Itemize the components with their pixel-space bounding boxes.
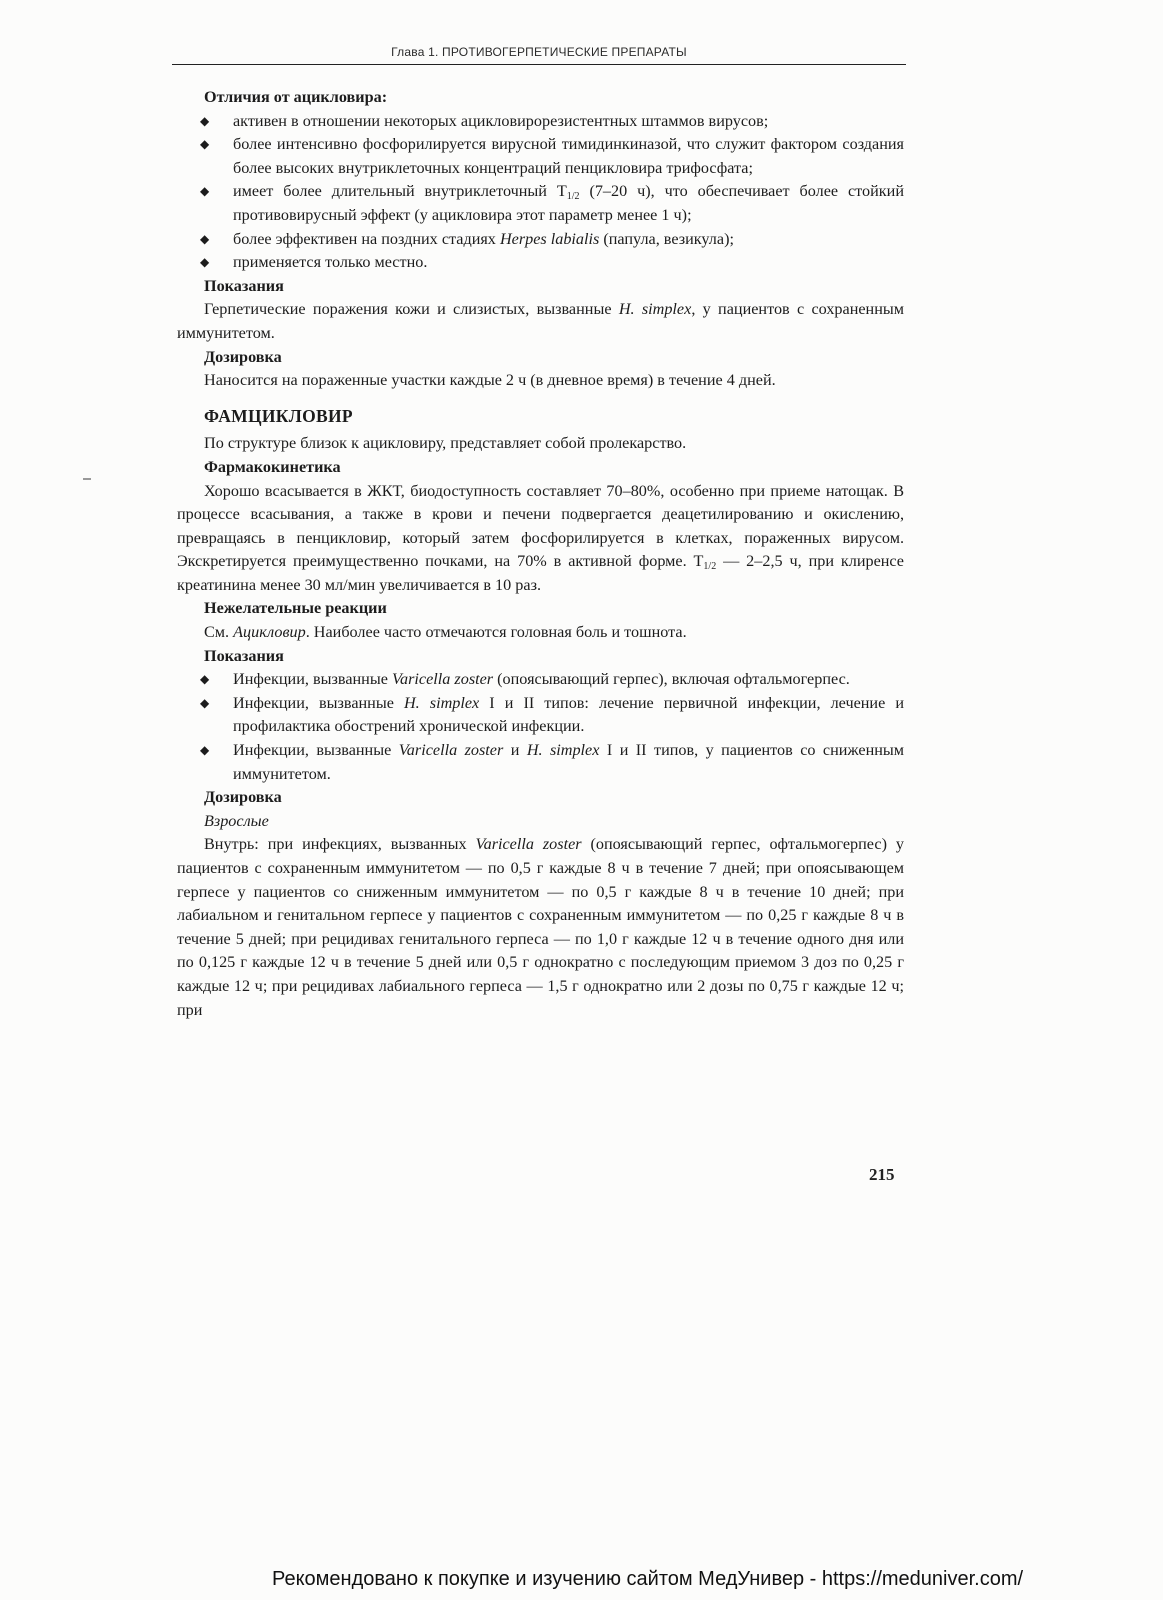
- diamond-bullet-icon: ◆: [200, 743, 210, 758]
- header-rule: [172, 64, 906, 65]
- dosage-paragraph: Наносится на пораженные участки каждые 2 ч (в дневное время) в течение 4 дней.: [204, 371, 776, 390]
- list-item: ◆ Инфекции, вызванные Varicella zoster и H. simplex I и II типов, у пациентов со сниженным иммунитетом.: [200, 741, 905, 783]
- indications-list: [177, 668, 904, 786]
- drug-title: ФАМЦИКЛОВИР: [204, 405, 353, 426]
- indications-heading: Показания: [204, 646, 284, 665]
- dosage-heading: Дозировка: [204, 788, 282, 807]
- list-item: ◆ более интенсивно фосфорилируется вирусной тимидинкиназой, что служит фактором создания более высоких внутриклеточных концентраций пенцикловира трифосфата;: [200, 135, 904, 177]
- diamond-bullet-icon: ◆: [200, 113, 210, 128]
- running-head: Глава 1. ПРОТИВОГЕРПЕТИЧЕСКИЕ ПРЕПАРАТЫ: [391, 45, 687, 59]
- dosage-heading: Дозировка: [204, 347, 282, 366]
- adverse-reactions-heading: Нежелательные реакции: [204, 599, 387, 618]
- diamond-bullet-icon: ◆: [200, 137, 210, 152]
- list-item: ◆ применяется только местно.: [177, 251, 904, 275]
- differences-list: [177, 110, 904, 275]
- diamond-bullet-icon: ◆: [200, 695, 210, 710]
- pharmacokinetics-heading: Фармакокинетика: [204, 457, 341, 476]
- diamond-bullet-icon: ◆: [200, 231, 210, 246]
- margin-mark: [83, 478, 91, 480]
- diamond-bullet-icon: ◆: [200, 672, 210, 687]
- list-item: ◆ Инфекции, вызванные H. simplex I и II типов: лечение первичной инфекции, лечение и профилактика обострений хронической инфекции.: [200, 693, 904, 736]
- diamond-bullet-icon: ◆: [200, 255, 210, 270]
- indications-paragraph: Герпетические поражения кожи и слизистых, вызванные H. simplex, у пациентов с сохраненным иммунитетом.: [177, 300, 905, 342]
- adults-subheading: Взрослые: [204, 811, 269, 830]
- differences-heading: Отличия от ацикловира:: [204, 88, 388, 106]
- diamond-bullet-icon: ◆: [200, 184, 210, 199]
- pharmacokinetics-paragraph: Хорошо всасывается в ЖКТ, биодоступность составляет 70–80%, особенно при приеме натощак. В процессе всасывания, а также в крови и печени подвергается деацетилированию и окислению, превращаясь в пенцикловир, который затем фосфорилируется в клетках, пораженных вирусом. Экскретируется преимущественно почками, на 70% в активной форме. $T_{1/2}$ — 2–2,5 ч, при клиренсе креатинина менее 30 мл/мин увеличивается в 10 раз.: [177, 481, 904, 594]
- list-item: ◆ более эффективен на поздних стадиях Herpes labialis (папула, везикула);: [177, 228, 904, 252]
- indications-heading: Показания: [204, 276, 284, 295]
- dosage-paragraph: Внутрь: при инфекциях, вызванных Varicella zoster (опоясывающий герпес, офтальмогерпес) у пациентов с сохраненным иммунитетом — по 0,5 г каждые 8 ч в течение 7 дней; при опоясывающем герпесе у пациентов со сниженным иммунитетом — по 0,5 г каждые 8 ч в течение 10 дней; при лабиальном и генитальном герпесе у пациентов с сохраненным иммунитетом — по 0,25 г каждые 8 ч в течение 5 дней; при рецидивах генитального герпеса — по 1,0 г каждые 12 ч в течение одного дня или по 0,125 г каждые 12 ч в течение 5 дней или 0,5 г однократно с последующим приемом 3 доз по 0,25 г каждые 12 ч; при рецидивах лабиального герпеса — 1,5 г однократно или 2 дозы по 0,75 г каждые 12 ч; при: [177, 835, 904, 1019]
- footer-note: Рекомендовано к покупке и изучению сайтом МедУнивер - https://meduniver.com/: [272, 1568, 1024, 1590]
- list-item: ◆ имеет более длительный внутриклеточный $T_{1/2}$ (7–20 ч), что обеспечивает более стойкий противовирусный эффект (у ацикловира этот параметр менее 1 ч);: [200, 182, 904, 224]
- page-number: 215: [869, 1165, 895, 1184]
- text-body: [177, 86, 904, 1022]
- list-item: ◆ активен в отношении некоторых ацикловирорезистентных штаммов вирусов;: [177, 110, 904, 134]
- intro-paragraph: По структуре близок к ацикловиру, представляет собой пролекарство.: [204, 434, 687, 453]
- adverse-reactions-paragraph: См. Ацикловир. Наиболее часто отмечаются головная боль и тошнота.: [204, 623, 687, 642]
- list-item: ◆ Инфекции, вызванные Varicella zoster (опоясывающий герпес), включая офтальмогерпес.: [177, 668, 904, 692]
